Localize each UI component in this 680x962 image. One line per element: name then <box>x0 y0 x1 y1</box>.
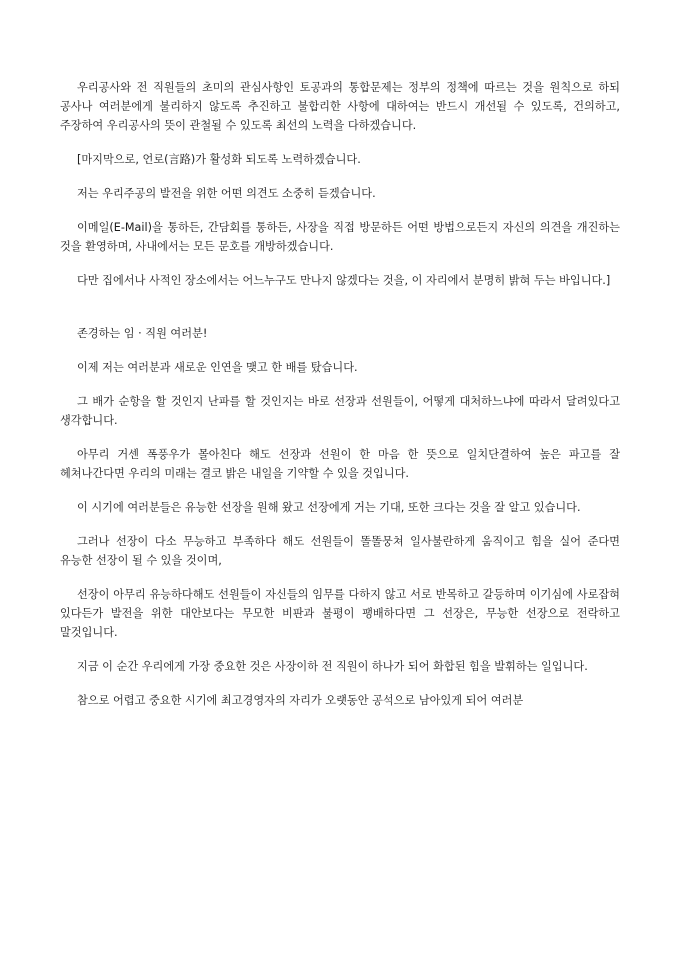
paragraph-private: 다만 집에서나 사적인 장소에서는 어느누구도 만나지 않겠다는 것을, 이 자리에서 분명히 밝혀 두는 바입니다.] <box>77 274 611 287</box>
paragraph-vacancy: 참으로 어렵고 중요한 시기에 최고경영자의 자리가 오랫동안 공석으로 남아있게 되어 여러분 <box>77 694 524 707</box>
paragraph-conflict: 선장이 아무리 유능하다해도 선원들이 자신들의 임무를 다하지 않고 서로 반목하고 갈등하며 이기심에 사로잡혀 있다든가 발전을 위한 대안보다는 무모한 비판과 불평이 팽배하다면 그 선장은, 무능한 선장으로 전락하고 말것입니다. <box>60 588 620 639</box>
paragraph-listen: 저는 우리주공의 발전을 위한 어떤 의견도 소중히 듣겠습니다. <box>77 187 376 200</box>
paragraph-storm: 아무리 거센 폭풍우가 몰아친다 해도 선장과 선원이 한 마음 한 뜻으로 일치단결하여 높은 파고를 잘 헤쳐나간다면 우리의 미래는 결코 밝은 내일을 기약할 수 있을 것입니다. <box>60 448 620 480</box>
paragraph-harmony: 지금 이 순간 우리에게 가장 중요한 것은 사장이하 전 직원이 하나가 되어 화합된 힘을 발휘하는 일입니다. <box>77 660 588 673</box>
paragraph-expectation: 이 시기에 여러분들은 유능한 선장을 원해 왔고 선장에게 거는 기대, 또한 크다는 것을 잘 알고 있습니다. <box>77 501 581 514</box>
paragraph-integration: 우리공사와 전 직원들의 초미의 관심사항인 토공과의 통합문제는 정부의 정책에 따르는 것을 원칙으로 하되 공사나 여러분에게 불리하지 않도록 추진하고 불합리한 사항에 대하여는 반드시 개선될 수 있도록, 건의하고, 주장하여 우리공사의 뜻이 관철될 수 있도록 최선의 노력을 다하겠습니다. <box>60 81 620 132</box>
paragraph-unity: 그러나 선장이 다소 무능하고 부족하다 해도 선원들이 똘똘뭉쳐 일사불란하게 움직이고 힘을 실어 준다면 유능한 선장이 될 수 있을 것이며, <box>60 535 620 567</box>
paragraph-same-boat: 이제 저는 여러분과 새로운 인연을 맺고 한 배를 탔습니다. <box>77 361 358 374</box>
paragraph-greeting: 존경하는 임 · 직원 여러분! <box>77 327 208 340</box>
paragraph-captain-crew: 그 배가 순항을 할 것인지 난파를 할 것인지는 바로 선장과 선원들이, 어떻게 대처하느냐에 따라서 달려있다고 생각합니다. <box>60 395 620 427</box>
paragraph-communication: [마지막으로, 언로(言路)가 활성화 되도록 노력하겠습니다. <box>77 153 361 166</box>
paragraph-email: 이메일(E-Mail)을 통하든, 간담회를 통하든, 사장을 직접 방문하든 어떤 방법으로든지 자신의 의견을 개진하는 것을 환영하며, 사내에서는 모든 문호를 개방하겠습니다. <box>60 221 620 253</box>
paragraph-gap <box>60 305 620 324</box>
